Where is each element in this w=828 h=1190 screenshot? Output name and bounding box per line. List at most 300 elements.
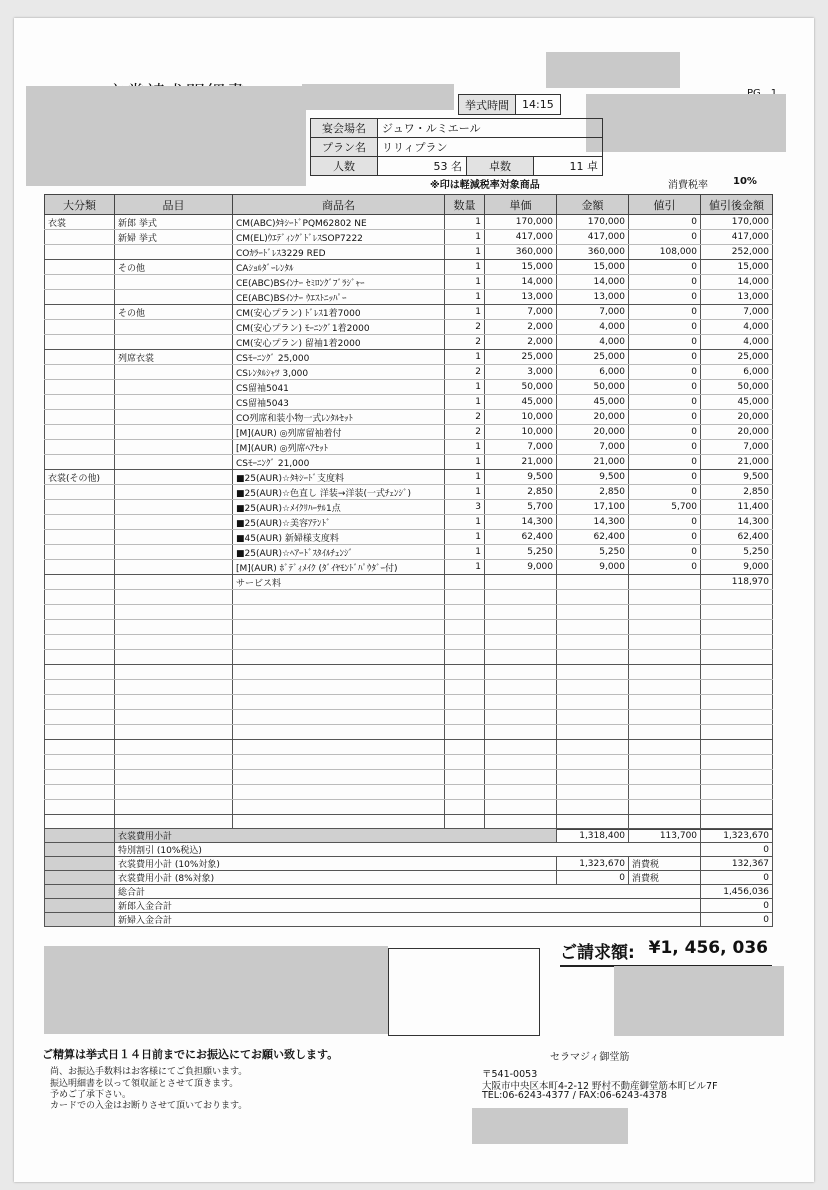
table-cell: 0: [629, 215, 701, 230]
table-cell: [701, 800, 773, 815]
table-row: [45, 365, 773, 380]
subtotal-8-tax: 0: [701, 871, 773, 885]
invoice-total: [560, 938, 772, 967]
table-cell: 6,000: [557, 365, 629, 380]
table-cell: [45, 530, 115, 545]
table-cell: [115, 425, 233, 440]
table-cell: [233, 785, 445, 800]
subtotal-after: 1,323,670: [701, 829, 773, 843]
table-cell: [445, 665, 485, 680]
table-cell: 4,000: [557, 320, 629, 335]
table-cell: 360,000: [557, 245, 629, 260]
table-cell: 62,400: [557, 530, 629, 545]
table-cell: 9,000: [557, 560, 629, 575]
table-cell: [557, 770, 629, 785]
table-cell: 14,000: [485, 275, 557, 290]
subtotal-8-label: 衣裳費用小計 (8%対象): [115, 871, 557, 885]
table-cell: 14,300: [485, 515, 557, 530]
table-cell: [45, 680, 115, 695]
table-cell: [115, 470, 233, 485]
table-cell: [485, 635, 557, 650]
table-cell: [45, 755, 115, 770]
table-cell: [485, 650, 557, 665]
table-cell: [629, 680, 701, 695]
table-cell: 0: [629, 515, 701, 530]
table-cell: 0: [629, 320, 701, 335]
table-cell: 20,000: [701, 425, 773, 440]
table-row: [45, 560, 773, 575]
table-cell: [115, 395, 233, 410]
table-cell: [115, 755, 233, 770]
subtotal-10-amount: 1,323,670: [557, 857, 629, 871]
table-cell: 17,100: [557, 500, 629, 515]
table-cell: 62,400: [485, 530, 557, 545]
table-cell: [115, 380, 233, 395]
table-cell: 25,000: [557, 350, 629, 365]
table-cell: [45, 410, 115, 425]
shop-name: セラマジィ御堂筋: [550, 1052, 630, 1063]
table-cell: [45, 395, 115, 410]
table-cell: 1: [445, 560, 485, 575]
table-cell: [485, 740, 557, 755]
table-cell: 4,000: [701, 320, 773, 335]
table-cell: [485, 665, 557, 680]
table-row: [45, 245, 773, 260]
time-value: 14:15: [516, 95, 561, 115]
table-cell: 1: [445, 515, 485, 530]
table-cell: [701, 770, 773, 785]
table-cell: [233, 605, 445, 620]
table-cell: 0: [629, 560, 701, 575]
table-cell: 10,000: [485, 425, 557, 440]
table-cell: 50,000: [701, 380, 773, 395]
table-row: [45, 335, 773, 350]
table-cell: [45, 590, 115, 605]
table-cell: [115, 680, 233, 695]
table-cell: [629, 695, 701, 710]
table-cell: [115, 740, 233, 755]
table-cell: 13,000: [701, 290, 773, 305]
table-cell: [233, 725, 445, 740]
table-cell: [701, 680, 773, 695]
empty-row: [45, 665, 773, 680]
table-cell: 1: [445, 440, 485, 455]
empty-row: [45, 755, 773, 770]
ceremony-time-box: [458, 94, 561, 115]
table-cell: その他: [115, 305, 233, 320]
table-cell: 1: [445, 275, 485, 290]
table-cell: 45,000: [557, 395, 629, 410]
empty-row: [45, 605, 773, 620]
table-cell: [115, 455, 233, 470]
table-cell: CM(安心プラン) ﾄﾞﾚｽ1着7000: [233, 305, 445, 320]
table-cell: 7,000: [557, 440, 629, 455]
venue-label: 宴会場名: [311, 119, 378, 138]
table-cell: [233, 665, 445, 680]
table-cell: [557, 740, 629, 755]
table-cell: [557, 695, 629, 710]
table-cell: 25,000: [485, 350, 557, 365]
table-cell: [115, 440, 233, 455]
table-cell: [45, 770, 115, 785]
shop-postal: 〒541-0053: [482, 1069, 538, 1080]
table-cell: [115, 245, 233, 260]
table-cell: [115, 365, 233, 380]
table-cell: [45, 710, 115, 725]
table-cell: [115, 635, 233, 650]
empty-row: [45, 785, 773, 800]
table-cell: [233, 695, 445, 710]
table-cell: [445, 695, 485, 710]
grand-total-label: 総合計: [115, 885, 701, 899]
table-cell: [45, 290, 115, 305]
table-cell: 2,850: [701, 485, 773, 500]
column-header: 値引: [629, 195, 701, 215]
empty-row: [45, 590, 773, 605]
table-cell: [115, 620, 233, 635]
shop-tel: TEL:06-6243-4377 / FAX:06-6243-4378: [482, 1090, 667, 1101]
table-row: [45, 455, 773, 470]
table-cell: [485, 770, 557, 785]
table-cell: 0: [629, 485, 701, 500]
tax-rate-value: 10%: [733, 176, 757, 187]
table-cell: 5,700: [485, 500, 557, 515]
table-cell: その他: [115, 260, 233, 275]
table-cell: [45, 230, 115, 245]
table-cell: CSﾚﾝﾀﾙｼｬﾂ 3,000: [233, 365, 445, 380]
table-cell: [45, 260, 115, 275]
items-table: [44, 194, 773, 830]
table-cell: 0: [629, 410, 701, 425]
table-cell: 11,400: [701, 500, 773, 515]
table-cell: 14,300: [701, 515, 773, 530]
table-row: [45, 440, 773, 455]
table-cell: [45, 545, 115, 560]
table-cell: 417,000: [557, 230, 629, 245]
table-cell: [701, 665, 773, 680]
table-cell: [45, 560, 115, 575]
table-cell: 360,000: [485, 245, 557, 260]
table-row: [45, 575, 773, 590]
table-cell: [445, 650, 485, 665]
empty-row: [45, 800, 773, 815]
table-cell: 9,500: [557, 470, 629, 485]
plan-label: プラン名: [311, 138, 378, 157]
table-row: [45, 395, 773, 410]
table-cell: [557, 590, 629, 605]
table-cell: 2,000: [485, 320, 557, 335]
table-cell: 2,850: [557, 485, 629, 500]
table-cell: [45, 500, 115, 515]
table-cell: [45, 380, 115, 395]
table-cell: [701, 710, 773, 725]
table-cell: [445, 590, 485, 605]
table-cell: [557, 620, 629, 635]
table-cell: CSﾓｰﾆﾝｸﾞ 25,000: [233, 350, 445, 365]
venue-info: [310, 118, 603, 176]
table-cell: [485, 785, 557, 800]
table-row: [45, 470, 773, 485]
column-header: 大分類: [45, 195, 115, 215]
table-cell: 9,500: [701, 470, 773, 485]
empty-row: [45, 695, 773, 710]
table-cell: 1: [445, 305, 485, 320]
table-cell: 25,000: [701, 350, 773, 365]
table-cell: 7,000: [485, 305, 557, 320]
table-cell: 13,000: [557, 290, 629, 305]
table-cell: 15,000: [485, 260, 557, 275]
table-cell: [445, 740, 485, 755]
table-row: [45, 350, 773, 365]
table-cell: 0: [629, 425, 701, 440]
table-cell: 9,500: [485, 470, 557, 485]
table-cell: [45, 425, 115, 440]
table-cell: [115, 785, 233, 800]
table-cell: 衣裳: [45, 215, 115, 230]
table-cell: [45, 455, 115, 470]
empty-row: [45, 770, 773, 785]
invoice-total-label: ご請求額:: [560, 943, 635, 963]
note-line: 尚、お振込手数料はお客様にてご負担願います。: [50, 1067, 248, 1077]
table-cell: ■25(AUR)☆色直し 洋装→洋装(一式ﾁｪﾝｼﾞ): [233, 485, 445, 500]
table-cell: [233, 650, 445, 665]
table-cell: [45, 320, 115, 335]
table-row: [45, 230, 773, 245]
table-cell: [45, 365, 115, 380]
table-cell: [445, 800, 485, 815]
table-cell: [701, 755, 773, 770]
table-cell: [45, 725, 115, 740]
table-cell: [45, 305, 115, 320]
table-cell: 2,850: [485, 485, 557, 500]
column-header: 品目: [115, 195, 233, 215]
table-cell: [45, 245, 115, 260]
table-cell: [485, 725, 557, 740]
table-cell: 新郎 挙式: [115, 215, 233, 230]
table-row: [45, 380, 773, 395]
table-row: [45, 275, 773, 290]
table-cell: [233, 680, 445, 695]
table-cell: [233, 755, 445, 770]
tables-value: 11 卓: [534, 157, 603, 176]
table-cell: [115, 485, 233, 500]
summary-table: [44, 828, 773, 927]
table-cell: 0: [629, 470, 701, 485]
table-cell: [115, 410, 233, 425]
redacted-block: [586, 94, 786, 152]
table-cell: 10,000: [485, 410, 557, 425]
table-cell: 14,000: [557, 275, 629, 290]
table-cell: [115, 650, 233, 665]
table-cell: ■25(AUR)☆ﾀｷｼｰﾄﾞ支度料: [233, 470, 445, 485]
table-cell: 1: [445, 230, 485, 245]
table-cell: 20,000: [557, 410, 629, 425]
table-cell: 列席衣裳: [115, 350, 233, 365]
tax-label: 消費税: [629, 871, 701, 885]
table-cell: 0: [629, 395, 701, 410]
table-row: [45, 320, 773, 335]
table-cell: [115, 575, 233, 590]
venue-value: ジュワ・ルミエール: [378, 119, 603, 138]
table-cell: 4,000: [557, 335, 629, 350]
table-cell: [45, 650, 115, 665]
table-cell: [45, 515, 115, 530]
table-cell: 0: [629, 260, 701, 275]
table-cell: 20,000: [557, 425, 629, 440]
table-cell: [115, 320, 233, 335]
table-cell: 170,000: [701, 215, 773, 230]
table-cell: [445, 710, 485, 725]
table-cell: 0: [629, 230, 701, 245]
grand-total-value: 1,456,036: [701, 885, 773, 899]
table-cell: 1: [445, 260, 485, 275]
table-cell: CS留袖5043: [233, 395, 445, 410]
table-cell: [557, 710, 629, 725]
table-cell: 1: [445, 290, 485, 305]
table-cell: 6,000: [701, 365, 773, 380]
tax-rate-label: 消費税率: [668, 180, 708, 191]
table-cell: [115, 275, 233, 290]
table-cell: [45, 665, 115, 680]
table-cell: [485, 680, 557, 695]
redacted-block: [614, 966, 784, 1036]
table-cell: [115, 710, 233, 725]
table-cell: 21,000: [557, 455, 629, 470]
table-cell: 4,000: [701, 335, 773, 350]
table-cell: [115, 335, 233, 350]
table-cell: [557, 800, 629, 815]
table-cell: [M](AUR) ◎列席留袖着付: [233, 425, 445, 440]
table-cell: 20,000: [701, 410, 773, 425]
table-cell: [485, 755, 557, 770]
table-cell: 2: [445, 320, 485, 335]
table-cell: [445, 755, 485, 770]
table-row: [45, 545, 773, 560]
table-cell: [45, 485, 115, 500]
guests-label: 人数: [311, 157, 378, 176]
table-row: [45, 305, 773, 320]
table-cell: [485, 710, 557, 725]
table-cell: 1: [445, 245, 485, 260]
table-cell: 1: [445, 530, 485, 545]
table-cell: [233, 800, 445, 815]
reduced-tax-note: ※印は軽減税率対象商品: [430, 180, 540, 191]
table-cell: 0: [629, 350, 701, 365]
table-cell: 15,000: [701, 260, 773, 275]
special-discount-value: 0: [701, 843, 773, 857]
table-cell: 0: [629, 530, 701, 545]
table-cell: [701, 605, 773, 620]
table-cell: [629, 800, 701, 815]
table-cell: [485, 620, 557, 635]
table-cell: [485, 800, 557, 815]
table-cell: 45,000: [701, 395, 773, 410]
table-cell: [233, 770, 445, 785]
groom-payment-label: 新郎入金合計: [115, 899, 701, 913]
table-cell: 0: [629, 290, 701, 305]
table-cell: サービス料: [233, 575, 445, 590]
table-cell: [701, 695, 773, 710]
shop-address: 大阪市中央区本町4-2-12 野村不動産御堂筋本町ビル7F: [482, 1081, 718, 1092]
table-cell: [115, 545, 233, 560]
table-cell: 7,000: [557, 305, 629, 320]
empty-row: [45, 725, 773, 740]
table-cell: [45, 785, 115, 800]
table-cell: [629, 710, 701, 725]
empty-row: [45, 710, 773, 725]
table-cell: [445, 680, 485, 695]
table-cell: [485, 590, 557, 605]
table-cell: [629, 620, 701, 635]
table-cell: [629, 770, 701, 785]
table-cell: 252,000: [701, 245, 773, 260]
subtotal-8-amount: 0: [557, 871, 629, 885]
table-cell: 1: [445, 215, 485, 230]
table-cell: [557, 575, 629, 590]
table-cell: 21,000: [485, 455, 557, 470]
table-cell: 5,250: [557, 545, 629, 560]
table-cell: [629, 785, 701, 800]
table-cell: [45, 335, 115, 350]
table-cell: [115, 530, 233, 545]
table-cell: 7,000: [701, 440, 773, 455]
table-cell: [629, 665, 701, 680]
table-cell: 1: [445, 485, 485, 500]
invoice-total-amount: ¥1, 456, 036: [648, 938, 768, 958]
table-cell: [45, 800, 115, 815]
table-cell: [629, 635, 701, 650]
table-cell: 0: [629, 365, 701, 380]
table-cell: 118,970: [701, 575, 773, 590]
table-cell: [233, 710, 445, 725]
table-cell: 21,000: [701, 455, 773, 470]
table-cell: 0: [629, 545, 701, 560]
table-cell: ■25(AUR)☆ﾍｱｰﾄﾞｽﾀｲﾙﾁｪﾝｼﾞ: [233, 545, 445, 560]
table-cell: [557, 605, 629, 620]
table-cell: [115, 560, 233, 575]
table-cell: [557, 725, 629, 740]
empty-row: [45, 680, 773, 695]
table-cell: CM(ABC)ﾀｷｼｰﾄﾞPQM62802 NE: [233, 215, 445, 230]
table-cell: [45, 275, 115, 290]
table-cell: [M](AUR) ﾎﾞﾃﾞｨﾒｲｸ (ﾀﾞｲﾔﾓﾝﾄﾞﾊﾟｳﾀﾞｰ付): [233, 560, 445, 575]
table-cell: 9,000: [701, 560, 773, 575]
column-header: 値引後金額: [701, 195, 773, 215]
table-cell: 5,700: [629, 500, 701, 515]
table-cell: [701, 590, 773, 605]
table-cell: [45, 620, 115, 635]
table-cell: 14,000: [701, 275, 773, 290]
table-cell: CE(ABC)BSｲﾝﾅｰ ｾﾐﾛﾝｸﾞﾌﾞﾗｼﾞｬｰ: [233, 275, 445, 290]
table-cell: [629, 725, 701, 740]
column-header: 金額: [557, 195, 629, 215]
subtotal-discount: 113,700: [629, 829, 701, 843]
table-cell: [445, 635, 485, 650]
table-cell: [45, 635, 115, 650]
table-cell: CM(EL)ｳｴﾃﾞｨﾝｸﾞﾄﾞﾚｽSOP7222: [233, 230, 445, 245]
table-cell: 1: [445, 455, 485, 470]
table-cell: CS留袖5041: [233, 380, 445, 395]
column-header: 商品名: [233, 195, 445, 215]
note-box: [388, 948, 540, 1036]
table-cell: [557, 785, 629, 800]
table-cell: [45, 575, 115, 590]
table-cell: 1: [445, 470, 485, 485]
table-cell: 50,000: [485, 380, 557, 395]
subtotal-label: 衣裳費用小計: [115, 829, 557, 843]
table-cell: [701, 785, 773, 800]
table-cell: [115, 800, 233, 815]
